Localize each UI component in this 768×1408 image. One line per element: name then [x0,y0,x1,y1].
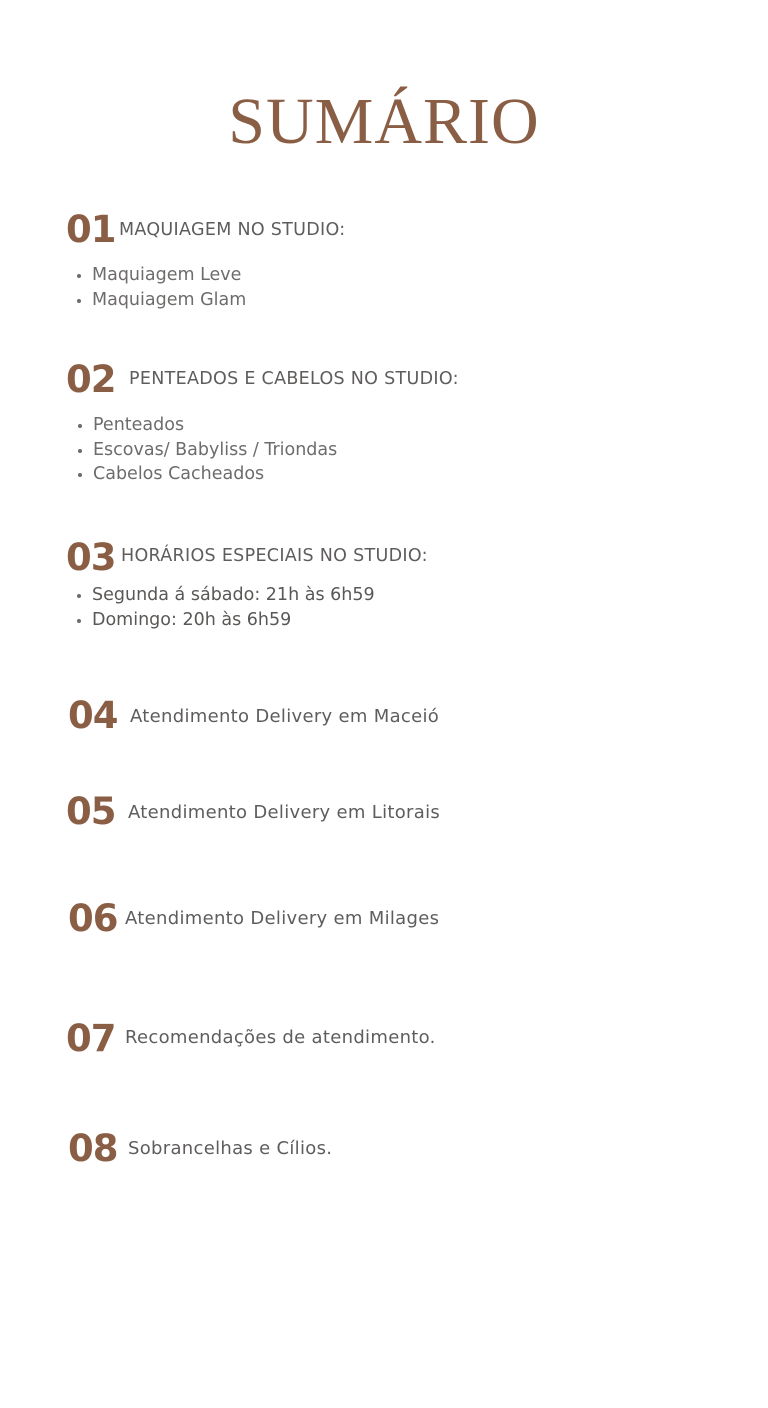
section-heading: Sobrancelhas e Cílios. [128,1138,333,1159]
list-item: • Penteados [93,413,337,438]
section-number: 05 [66,790,116,833]
section-item-list [72,583,375,632]
section-item-list [73,413,337,487]
section-heading: Recomendações de atendimento. [125,1027,436,1048]
page-title: SUMÁRIO [228,85,540,158]
section-heading: HORÁRIOS ESPECIAIS NO STUDIO: [121,546,428,566]
section-heading: PENTEADOS E CABELOS NO STUDIO: [129,369,459,389]
section-number: 07 [66,1017,116,1060]
section-heading: Atendimento Delivery em Litorais [128,802,441,823]
section-heading: Atendimento Delivery em Maceió [130,706,440,727]
section-number: 01 [66,208,116,251]
section-number: 06 [68,897,118,940]
section-heading: Atendimento Delivery em Milages [125,908,440,929]
list-item: • Maquiagem Glam [92,288,246,313]
section-number: 03 [66,536,116,579]
section-number: 08 [68,1127,118,1170]
section-number: 02 [66,358,116,401]
list-item: • Segunda á sábado: 21h às 6h59 [92,583,375,608]
list-item: • Maquiagem Leve [92,263,246,288]
list-item: • Escovas/ Babyliss / Triondas [93,438,337,463]
section-number: 04 [68,694,118,737]
section-item-list [72,263,246,312]
section-heading: MAQUIAGEM NO STUDIO: [119,220,346,240]
list-item: • Cabelos Cacheados [93,462,337,487]
list-item: • Domingo: 20h às 6h59 [92,608,375,633]
